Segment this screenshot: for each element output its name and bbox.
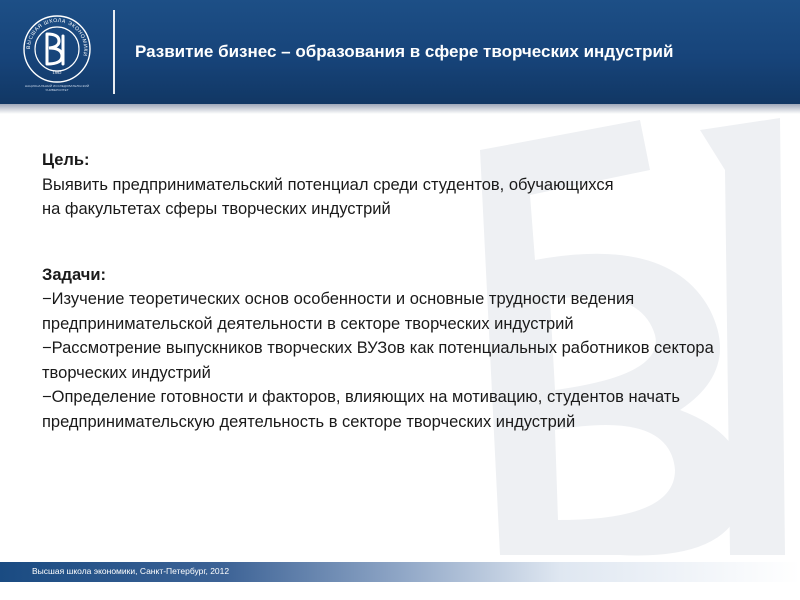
- slide-content: [42, 148, 772, 434]
- task-item: −Определение готовности и факторов, влияющих на мотивацию, студентов начать предпринимательскую деятельность в секторе творческих индустрий: [42, 388, 680, 431]
- hse-logo[interactable]: [14, 12, 100, 96]
- logo-caption: НАЦИОНАЛЬНЫЙ ИССЛЕДОВАТЕЛЬСКИЙ УНИВЕРСИТЕТ: [24, 84, 90, 92]
- task-item: −Изучение теоретических основ особенности и основные трудности ведения предпринимательской деятельности в секторе творческих индустрий: [42, 290, 635, 333]
- goal-text-line-1: Выявить предпринимательский потенциал среди студентов, обучающихся: [42, 175, 614, 194]
- hse-emblem-icon: [14, 12, 100, 86]
- task-item: −Рассмотрение выпускников творческих ВУЗов как потенциальных работников сектора творческих индустрий: [42, 339, 714, 382]
- page-title: Развитие бизнес – образования в сфере творческих индустрий: [135, 42, 674, 61]
- header-divider: [113, 10, 115, 94]
- footer-text: Высшая школа экономики, Санкт-Петербург, 2012: [32, 566, 230, 576]
- footer-bar: [0, 562, 800, 582]
- tasks-heading: Задачи:: [42, 265, 106, 284]
- logo-year: 1992: [52, 70, 62, 75]
- goal-heading: Цель:: [42, 151, 90, 169]
- goal-text-line-2: на факультетах сферы творческих индустрий: [42, 200, 391, 218]
- header-bar: [0, 0, 800, 104]
- logo-ring-text: ВЫСШАЯ ШКОЛА ЭКОНОМИКИ: [25, 17, 89, 57]
